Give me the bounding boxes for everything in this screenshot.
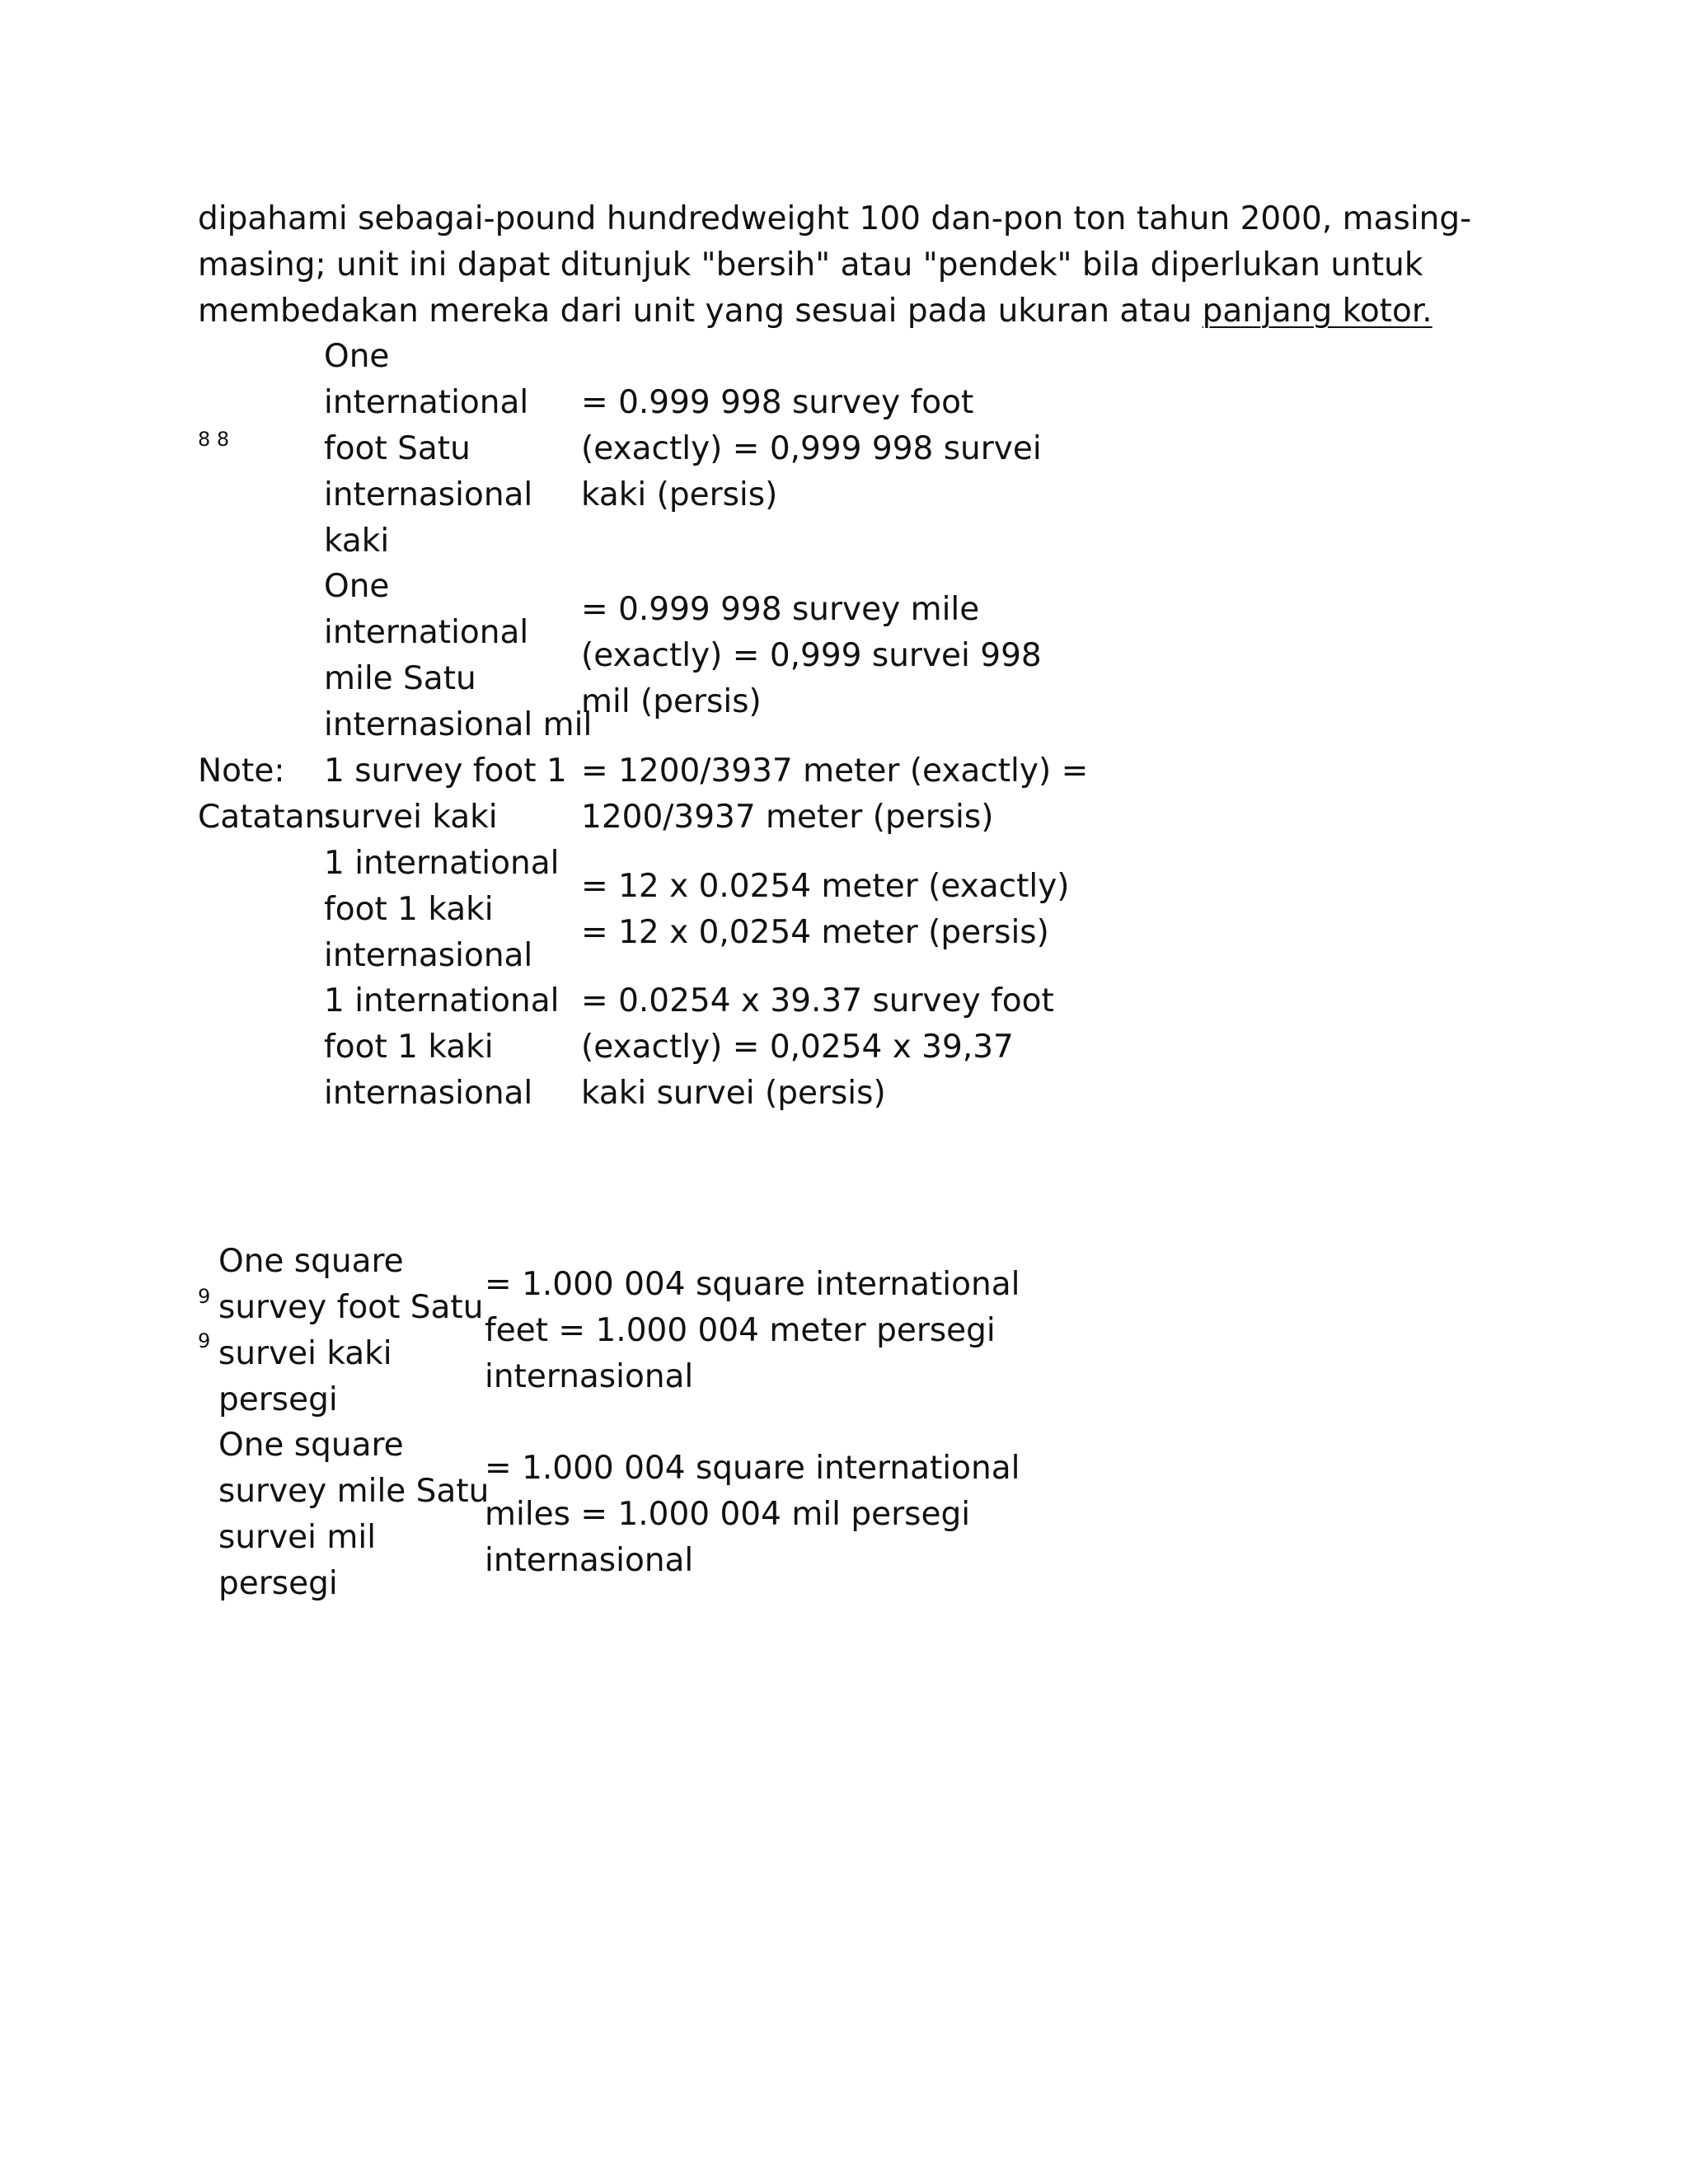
table-value-cell: = 12 x 0.0254 meter (exactly) = 12 x 0,0254 meter (persis): [581, 868, 1070, 951]
intro-text: membedakan mereka dari unit yang sesuai pada ukuran atau: [198, 293, 1203, 330]
table-value-cell: = 0.0254 x 39.37 survey foot (exactly) = 0,0254 x 39,37 kaki survei (persis): [581, 982, 1054, 1112]
table-value-cell: = 0.999 998 survey foot (exactly) = 0,999 998 survei kaki (persis): [581, 384, 1042, 513]
panjang-kotor-link[interactable]: panjang kotor.: [1202, 293, 1432, 330]
table-term-cell: One square survey foot Satu survei kaki persegi: [218, 1243, 484, 1418]
table-term-cell: One international foot Satu internasional kaki: [324, 338, 533, 560]
table-term-cell: 1 international foot 1 kaki internasional: [324, 845, 560, 974]
footnote-marker: 9: [198, 1329, 211, 1352]
table-value-cell: = 1200/3937 meter (exactly) = 1200/3937 meter (persis): [581, 752, 1089, 836]
intro-line: dipahami sebagai-pound hundredweight 100 dan-pon ton tahun 2000, masing-: [198, 200, 1472, 237]
intro-paragraph: [198, 196, 1472, 335]
intro-line: [198, 288, 1432, 335]
note-label: Note: Catatan:: [198, 752, 336, 836]
footnote-marker: 8 8: [198, 428, 230, 451]
table-value-cell: = 0.999 998 survey mile (exactly) = 0,999 survei 998 mil (persis): [581, 591, 1042, 720]
table-term-cell: One international mile Satu internasional mil: [324, 568, 593, 743]
table-value-cell: = 1.000 004 square international feet = 1.000 004 meter persegi internasional: [485, 1266, 1020, 1395]
intro-line: masing; unit ini dapat ditunjuk "bersih" atau "pendek" bila diperlukan untuk: [198, 246, 1423, 284]
table-term-cell: 1 survey foot 1 survei kaki: [324, 752, 567, 836]
table-term-cell: 1 international foot 1 kaki internasional: [324, 982, 560, 1112]
table-value-cell: = 1.000 004 square international miles = 1.000 004 mil persegi internasional: [485, 1450, 1020, 1579]
table-term-cell: One square survey mile Satu survei mil persegi: [218, 1427, 490, 1602]
footnote-marker: 9: [198, 1285, 211, 1308]
